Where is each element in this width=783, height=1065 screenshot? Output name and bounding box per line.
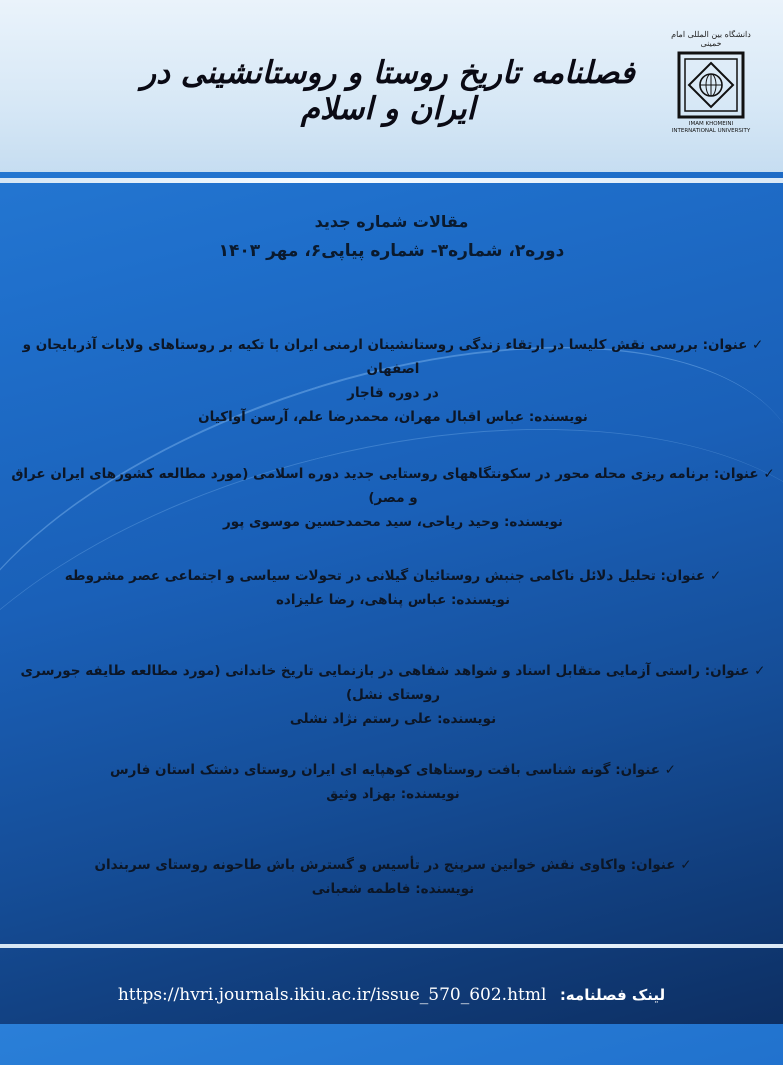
article-authors: نویسنده: فاطمه شعبانی — [311, 881, 475, 897]
article-item — [8, 333, 778, 429]
article-title: ✓ عنوان: برنامه ریزی محله محور در سکونتگاههای روستایی جدید دوره اسلامی (مورد مطالعه کشورهای ایران عراق و مصر) — [11, 466, 775, 506]
journal-link-footer — [0, 985, 783, 1005]
bottom-separator — [0, 944, 783, 948]
article-title: ✓ عنوان: بررسی نقش کلیسا در ارتقاء زندگی روستانشینان ارمنی ایران با تکیه بر روستاهای ولایات آذربایجان و اصفهان — [22, 337, 764, 377]
article-item — [8, 564, 778, 612]
article-title: ✓ عنوان: راستی آزمایی متقابل اسناد و شواهد شفاهی در بازنمایی تاریخ خاندانی (مورد مطالعه طایفه جورسری روستای نشل) — [20, 663, 766, 703]
issue-info — [0, 212, 783, 261]
article-title: ✓ عنوان: واکاوی نقش خوانین سرپنج در تأسیس و گسترش باش طاحونه روستای سربندان — [94, 857, 692, 873]
journal-url-link[interactable]: https://hvri.journals.ikiu.ac.ir/issue_570_602.html — [117, 985, 547, 1005]
article-authors: نویسنده: عباس پناهی، رضا علیزاده — [275, 592, 511, 608]
issue-volume-line: دوره۲، شماره۳- شماره پیاپی۶، مهر ۱۴۰۳ — [218, 241, 565, 261]
logo-sub-text: IMAM KHOMEINI INTERNATIONAL UNIVERSITY — [671, 121, 751, 134]
article-item — [8, 853, 778, 901]
article-authors: نویسنده: عباس اقبال مهران، محمدرضا علم، آرسن آواکیان — [198, 409, 588, 425]
article-title: ✓ عنوان: تحلیل دلائل ناکامی جنبش روستائیان گیلانی در تحولات سیاسی و اجتماعی عصر مشروطه — [64, 568, 722, 584]
article-title: ✓ عنوان: گونه شناسی بافت روستاهای کوهپایه ای ایران روستای دشتک استان فارس — [110, 762, 676, 778]
issue-heading: مقالات شماره جدید — [314, 212, 469, 231]
journal-link-label: لینک فصلنامه: — [559, 986, 666, 1004]
university-emblem-icon — [677, 51, 745, 119]
article-authors: نویسنده: بهزاد وثیق — [326, 786, 460, 802]
article-authors: نویسنده: وحید ریاحی، سید محمدحسین موسوی پور — [223, 514, 563, 530]
article-item — [8, 462, 778, 534]
article-item — [8, 758, 778, 806]
article-authors: نویسنده: علی رستم نژاد نشلی — [289, 711, 497, 727]
top-separator — [0, 178, 783, 183]
logo-top-text: دانشگاه بین المللی امام خمینی — [671, 30, 751, 48]
journal-title: فصلنامه تاریخ روستا و روستانشینی در ایران و اسلام — [141, 55, 635, 127]
article-title-continued: در دوره قاجار — [347, 385, 439, 401]
article-item — [8, 659, 778, 731]
university-logo — [671, 30, 751, 148]
journal-header — [0, 0, 783, 172]
